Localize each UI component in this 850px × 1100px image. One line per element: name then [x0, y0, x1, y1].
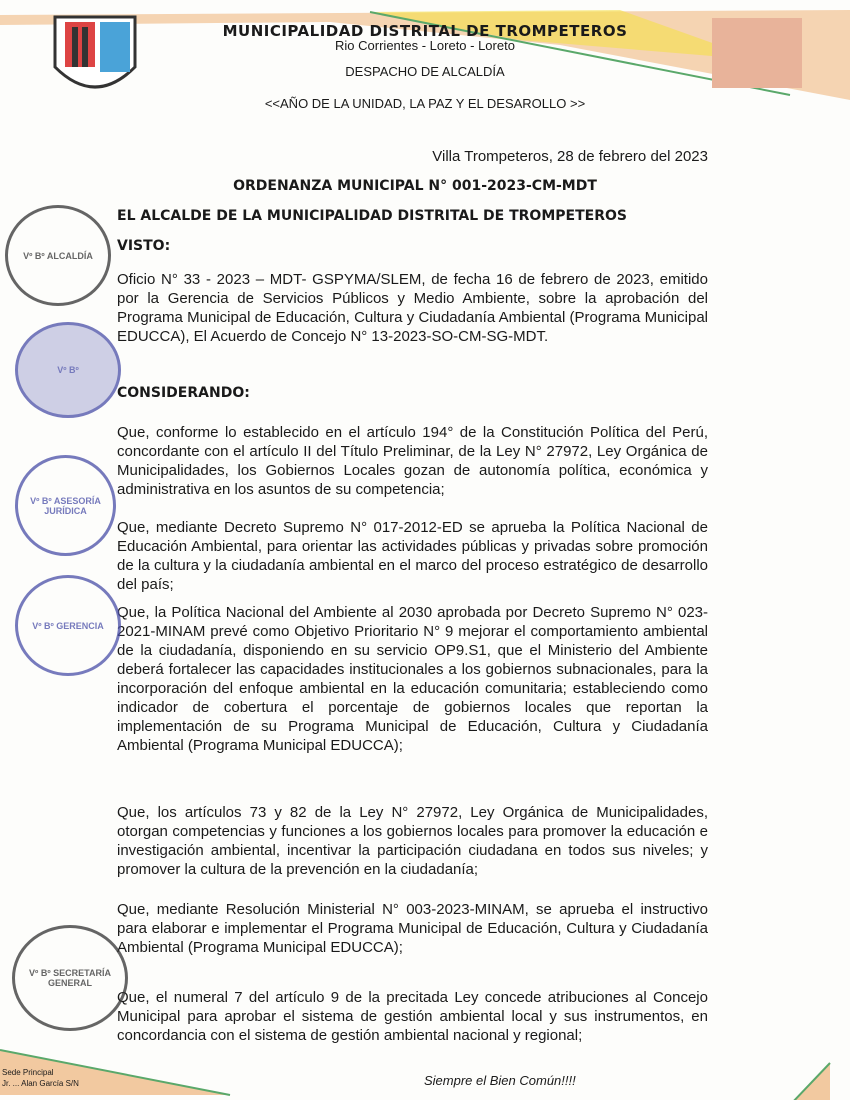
header-subtitle: Rio Corrientes - Loreto - Loreto: [335, 38, 515, 53]
header-title: MUNICIPALIDAD DISTRITAL DE TROMPETEROS: [222, 22, 628, 40]
considerando-paragraph: Que, mediante Resolución Ministerial N° 003-2023-MINAM, se aprueba el instructivo para elaborar e implementar el Programa Municipal de Educación, Cultura y Ciudadanía Ambiental (Programa Municipal EDUCCA);: [117, 901, 708, 956]
visto-heading: VISTO:: [117, 238, 171, 254]
considerando-paragraph: Que, mediante Decreto Supremo N° 017-2012-ED se aprueba la Política Nacional de Educación Ambiental, para orientar las actividades públicas y privadas sobre promoción de la cultura y la ciudadanía ambiental en el marco del proceso estratégico de desarrollo del país;: [117, 519, 708, 593]
considerando-paragraph: Que, el numeral 7 del artículo 9 de la precitada Ley concede atribuciones al Concejo Municipal para aprobar el sistema de gestión ambiental local y sus instrumentos, en concordancia con el sistema de gestión ambiental nacional y regional;: [117, 989, 708, 1044]
authority-heading: EL ALCALDE DE LA MUNICIPALIDAD DISTRITAL DE TROMPETEROS: [117, 208, 627, 224]
ordinance-title: ORDENANZA MUNICIPAL N° 001-2023-CM-MDT: [233, 178, 597, 194]
secretary-stamp: Vº Bº SECRETARÍA GENERAL: [12, 925, 128, 1031]
management-stamp: Vº Bº GERENCIA: [15, 575, 121, 676]
considerando-paragraph: Que, la Política Nacional del Ambiente al 2030 aprobada por Decreto Supremo N° 023-2021-MINAM prevé como Objetivo Prioritario N° 9 mejorar el comportamiento ambiental de la ciudadanía, disponiendo en su servicio OP9.S1, que el Ministerio del Ambiente deberá fortalecer las capacidades institucionales a los gobiernos subnacionales, para la incorporación del enfoque ambiental en la educación comunitaria; estableciendo como indicador de cobertura el porcentaje de gobiernos locales que reportan la implementación de su Programa Municipal de Educación, Cultura y Ciudadanía Ambiental (Programa Municipal EDUCCA);: [117, 604, 708, 754]
considerando-paragraph: Que, conforme lo establecido en el artículo 194° de la Constitución Política del Perú, concordante con el artículo II del Título Preliminar, de la Ley N° 27972, Ley Orgánica de Municipalidades, los Gobiernos Locales gozan de autonomía política, económica y administrativa en los asuntos de su competencia;: [117, 424, 708, 498]
footer-address-1: Sede Principal: [2, 1068, 54, 1077]
considerando-paragraph: Que, los artículos 73 y 82 de la Ley N° 27972, Ley Orgánica de Municipalidades, otorgan competencias y funciones a los gobiernos locales para promover la educación e investigación ambiental, incentivar la participación ciudadana en todos sus niveles; y promover la cultura de la prevención en la ciudadanía;: [117, 804, 708, 878]
footer-motto: Siempre el Bien Común!!!!: [424, 1073, 576, 1088]
office-name: DESPACHO DE ALCALDÍA: [345, 64, 505, 79]
year-motto: <<AÑO DE LA UNIDAD, LA PAZ Y EL DESAROLLO >>: [264, 96, 586, 111]
date-line: Villa Trompeteros, 28 de febrero del 2023: [432, 148, 708, 165]
approval-stamp: Vº Bº: [15, 322, 121, 418]
footer-address-2: Jr. ... Alan García S/N: [2, 1079, 79, 1088]
considerando-heading: CONSIDERANDO:: [117, 385, 250, 401]
visto-text: Oficio N° 33 - 2023 – MDT- GSPYMA/SLEM, de fecha 16 de febrero de 2023, emitido por la Gerencia de Servicios Públicos y Medio Ambiente, sobre la aprobación del Programa Municipal de Educación, Cultura y Ciudadanía Ambiental (Programa Municipal EDUCCA), El Acuerdo de Concejo N° 13-2023-SO-CM-SG-MDT.: [117, 271, 708, 345]
alcaldia-stamp: Vº Bº ALCALDÍA: [5, 205, 111, 306]
legal-stamp: Vº Bº ASESORÍA JURÍDICA: [15, 455, 116, 556]
